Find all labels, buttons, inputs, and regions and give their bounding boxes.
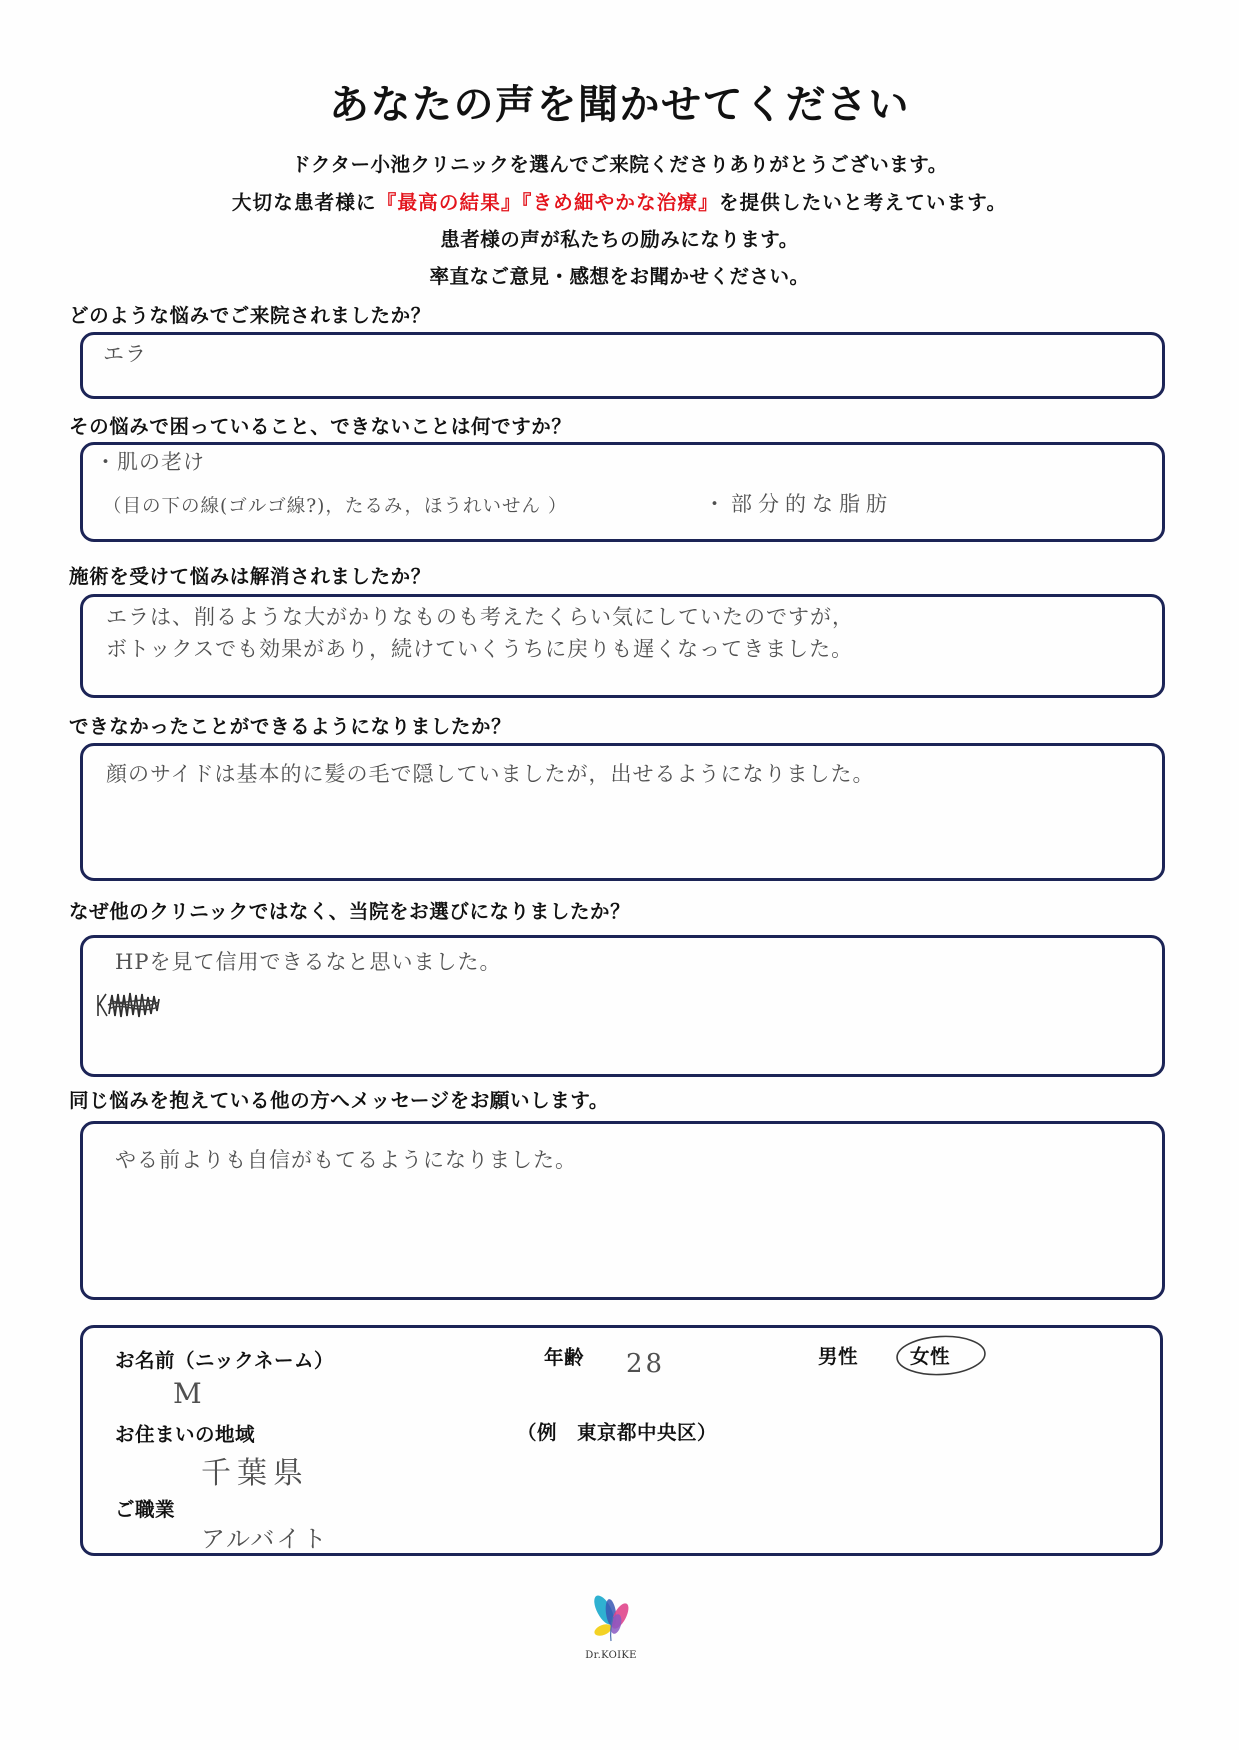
intro-line-2: [0, 191, 1239, 215]
region-example: （例 東京都中央区）: [517, 1421, 718, 1444]
occupation-label: ご職業: [115, 1498, 176, 1521]
question-4-label: できなかったことができるようになりましたか？: [69, 715, 512, 738]
page-title: あなたの声を聞かせてください: [329, 82, 910, 128]
answer-box-1: [80, 332, 1165, 399]
intro-line-2-highlight: 『最高の結果』『きめ細やかな治療』: [376, 191, 719, 214]
answer-6-text: やる前よりも自信がもてるようになりました。: [115, 1148, 577, 1172]
selection-circle: [894, 1334, 988, 1377]
question-6-label: 同じ悩みを抱えている他の方へメッセージをお願いします。: [69, 1089, 609, 1112]
question-5-label: なぜ他のクリニックではなく、当院をお選びになりましたか？: [69, 900, 631, 923]
intro-line-2-after: を提供したいと考えています。: [718, 191, 1008, 214]
intro-line-3: 患者様の声が私たちの励みになります。: [440, 228, 799, 251]
answer-5-text: HPを見て信用できるなと思いました。: [115, 950, 502, 974]
gender-option-label: 女性: [910, 1345, 951, 1368]
answer-box-5: [80, 935, 1165, 1077]
occupation-value: アルバイト: [201, 1525, 329, 1553]
gender-option-male: [818, 1345, 858, 1369]
answer-3-line-1: エラは、削るような大がかりなものも考えたくらい気にしていたのですが，: [106, 605, 854, 629]
answer-4-text: 顔のサイドは基本的に髪の毛で隠していましたが，出せるようになりました。: [106, 762, 875, 786]
age-value: 28: [626, 1349, 666, 1379]
region-value: 千葉県: [201, 1456, 309, 1491]
intro-line-2-before: 大切な患者様に: [231, 191, 377, 214]
question-3-label: 施術を受けて悩みは解消されましたか？: [69, 565, 431, 588]
gender-option-label: 男性: [818, 1345, 859, 1368]
gender-option-female: [910, 1345, 950, 1369]
crossed-out-scribble: [95, 989, 162, 1020]
age-label: 年齢: [544, 1346, 585, 1369]
region-label: お住まいの地域: [115, 1423, 256, 1446]
answer-box-6: [80, 1121, 1165, 1300]
question-1-label: どのような悩みでご来院されましたか？: [69, 304, 431, 327]
answer-3-line-2: ボトックスでも効果があり，続けていくうちに戻りも遅くなってきました。: [106, 637, 854, 661]
name-label: お名前（ニックネーム）: [115, 1349, 335, 1372]
answer-box-4: [80, 743, 1165, 881]
answer-1-text: エラ: [103, 342, 147, 366]
feather-logo-icon: [589, 1593, 635, 1645]
profile-box: [80, 1325, 1163, 1556]
intro-line-1: ドクター小池クリニックを選んでご来院くださりありがとうございます。: [291, 153, 948, 176]
answer-2-line-3: ・部分的な脂肪: [704, 492, 893, 516]
answer-box-2: [80, 442, 1165, 542]
answer-box-3: [80, 594, 1165, 698]
answer-2-line-2: （目の下の線(ゴルゴ線?)，たるみ，ほうれいせん ）: [103, 496, 568, 517]
name-value: M: [173, 1377, 203, 1410]
logo-text: Dr.KOIKE: [585, 1650, 637, 1661]
question-2-label: その悩みで困っていること、できないことは何ですか？: [69, 415, 572, 438]
answer-2-line-1: ・肌の老け: [95, 450, 205, 474]
intro-line-4: 率直なご意見・感想をお聞かせください。: [429, 265, 810, 288]
